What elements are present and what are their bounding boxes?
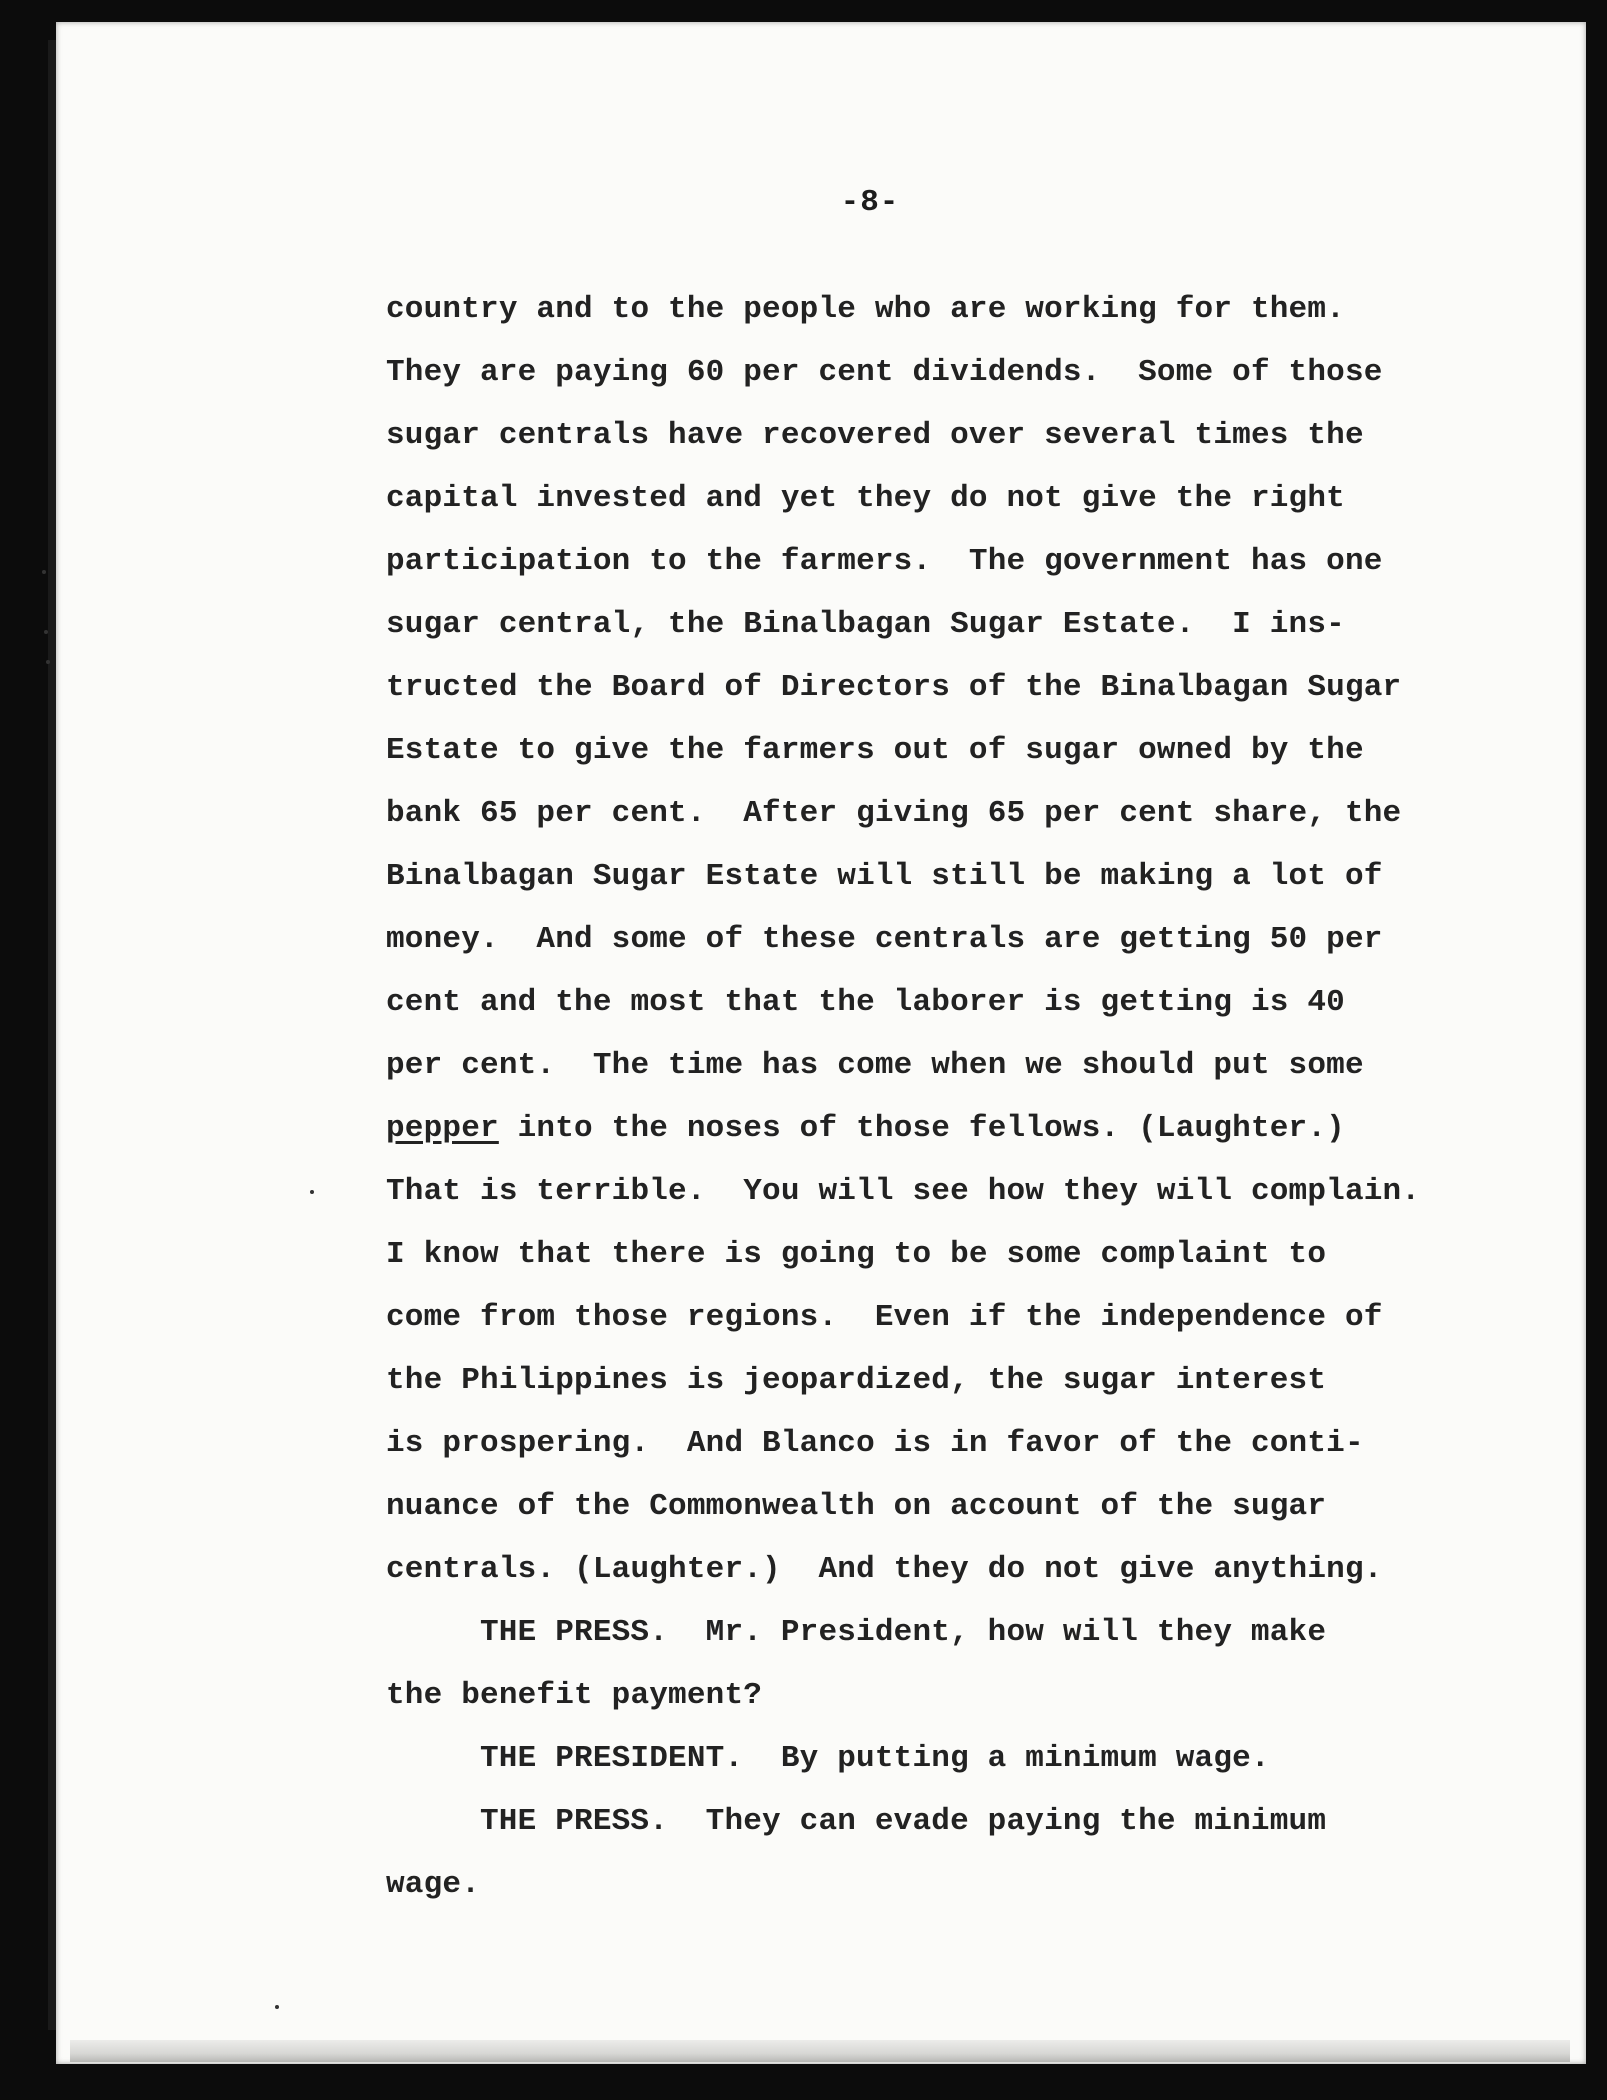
scan-speck	[275, 2005, 279, 2009]
press-question-1: THE PRESS. Mr. President, how will they make	[480, 1615, 1327, 1650]
text-line: Estate to give the farmers out of sugar owned by the	[386, 733, 1364, 768]
text-line: Binalbagan Sugar Estate will still be making a lot of	[386, 859, 1383, 894]
text-line: sugar centrals have recovered over several times the	[386, 418, 1364, 453]
transcript-body	[386, 278, 1506, 1916]
text-line: per cent. The time has come when we should put some	[386, 1048, 1364, 1083]
page-left-edge	[48, 40, 56, 2030]
text-line: That is terrible. You will see how they will complain.	[386, 1174, 1421, 1209]
text-line: bank 65 per cent. After giving 65 per cent share, the	[386, 796, 1402, 831]
text-line: is prospering. And Blanco is in favor of the conti-	[386, 1426, 1364, 1461]
scan-speck	[46, 660, 50, 664]
text-line: They are paying 60 per cent dividends. Some of those	[386, 355, 1383, 390]
page-number: -8-	[840, 185, 900, 220]
scan-speck	[44, 630, 48, 634]
underlined-word: pepper	[386, 1111, 499, 1146]
text-line: tructed the Board of Directors of the Binalbagan Sugar	[386, 670, 1402, 705]
text-fragment: into the noses of those fellows. (Laughter.)	[498, 1111, 1345, 1146]
text-line: I know that there is going to be some complaint to	[386, 1237, 1327, 1272]
scan-speck	[42, 570, 46, 574]
scan-speck	[310, 1190, 314, 1194]
text-line: cent and the most that the laborer is getting is 40	[386, 985, 1345, 1020]
page-bottom-edge	[70, 2040, 1570, 2062]
text-line: country and to the people who are working for them.	[386, 292, 1345, 327]
text-line: capital invested and yet they do not give the right	[386, 481, 1345, 516]
press-question-1-cont: the benefit payment?	[386, 1678, 763, 1713]
text-line: money. And some of these centrals are getting 50 per	[386, 922, 1383, 957]
text-line: centrals. (Laughter.) And they do not give anything.	[386, 1552, 1383, 1587]
press-question-2-cont: wage.	[386, 1867, 481, 1902]
president-answer-1: THE PRESIDENT. By putting a minimum wage.	[480, 1741, 1270, 1776]
text-line: participation to the farmers. The government has one	[386, 544, 1383, 579]
press-question-2: THE PRESS. They can evade paying the minimum	[480, 1804, 1327, 1839]
text-line-pepper	[386, 1097, 1506, 1160]
text-line: come from those regions. Even if the independence of	[386, 1300, 1383, 1335]
text-line: the Philippines is jeopardized, the sugar interest	[386, 1363, 1327, 1398]
text-line: nuance of the Commonwealth on account of the sugar	[386, 1489, 1327, 1524]
text-line: sugar central, the Binalbagan Sugar Estate. I ins-	[386, 607, 1345, 642]
